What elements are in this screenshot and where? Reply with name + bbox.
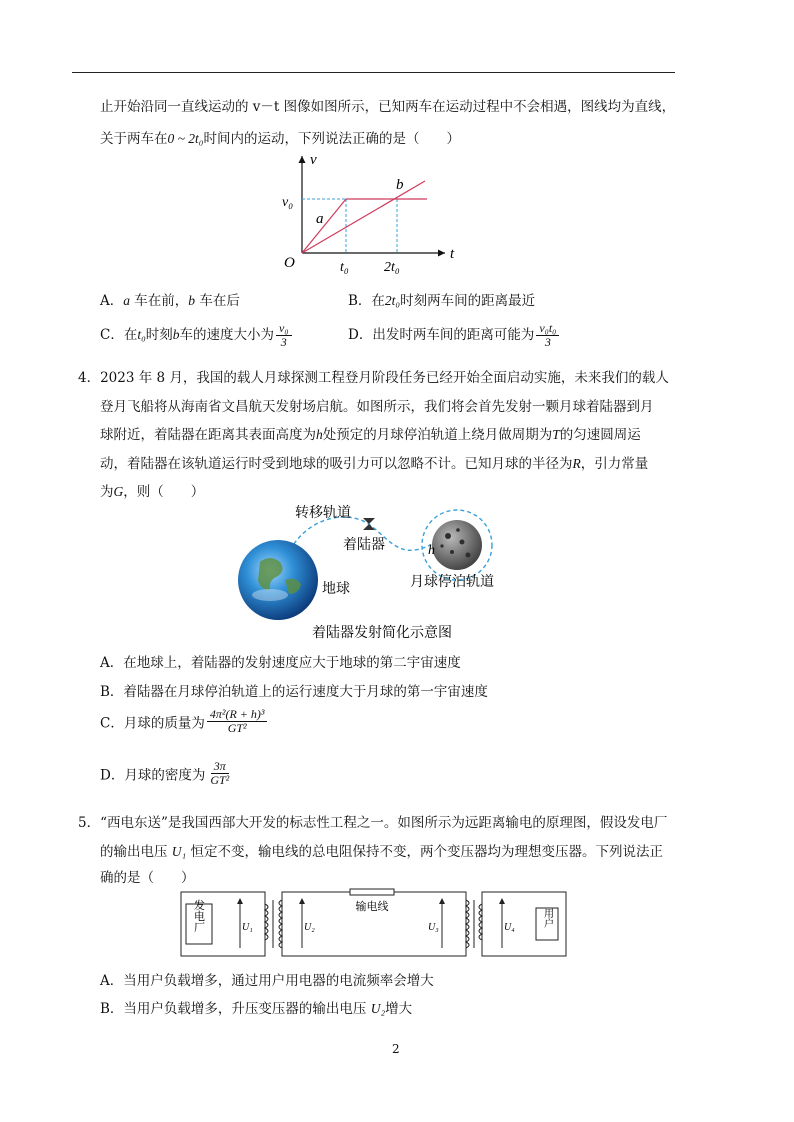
- transmission-circuit: [180, 886, 570, 962]
- q3-option-c: [100, 322, 294, 349]
- moon-h-label: h: [428, 543, 435, 558]
- q4-option-d-fraction: [207, 760, 232, 787]
- q4-line5-pre: 为: [100, 484, 114, 500]
- U4-arrowhead: [499, 898, 505, 904]
- q3-range: 0 ~ 2t₀: [167, 131, 204, 146]
- q3-option-d-fraction: [536, 322, 559, 349]
- moon-crater: [466, 553, 471, 558]
- q3-option-c-post: 车的速度大小为: [179, 327, 275, 344]
- q5-option-a: A．当用户负载增多，通过用户用电器的电流频率会增大: [100, 973, 434, 989]
- origin-label: O: [284, 255, 295, 271]
- header-rule: [72, 72, 675, 73]
- q4-var-R: R: [572, 456, 581, 471]
- q3-option-c-den: 3: [280, 335, 287, 350]
- q4-line4: [100, 452, 648, 472]
- q3-option-a-var-a: a: [123, 293, 130, 308]
- q3-option-b-post: 时刻两车间的距离最近: [400, 293, 536, 309]
- q4-line5: [100, 480, 204, 500]
- lander-figure: [230, 500, 540, 650]
- q4-line4-pre: 动，着陆器在该轨道运行时受到地球的吸引力可以忽略不计。已知月球的半径为: [100, 456, 573, 472]
- q4-var-h: h: [316, 427, 323, 442]
- q5-line3: 确的是（ ）: [100, 870, 195, 886]
- q3-option-c-b: b: [172, 327, 180, 343]
- line-b-label: b: [396, 177, 404, 193]
- U1-label: U₁: [242, 922, 253, 933]
- line-a-label: a: [316, 211, 324, 227]
- q5-option-b: [100, 997, 412, 1017]
- page-number: 2: [392, 1042, 400, 1056]
- q4-line4-post: ，引力常量: [580, 456, 649, 472]
- t-axis-label: t: [450, 246, 455, 262]
- q3-option-a-letter: A．: [100, 293, 124, 309]
- v0-label: v₀: [282, 195, 294, 210]
- q3-option-c-fraction: [276, 322, 292, 349]
- t2-label: 2t₀: [384, 260, 400, 275]
- q4-option-c-pre: C．月球的质量为: [100, 715, 205, 732]
- U3-label: U₃: [428, 922, 439, 933]
- q3-line2-pre: 关于两车在: [100, 131, 168, 147]
- earth-icon: [238, 540, 318, 620]
- q3-option-c-t: t₀: [137, 327, 146, 343]
- q4-var-T: T: [552, 427, 560, 442]
- q4-line3: [100, 423, 641, 443]
- t0-label: t₀: [340, 260, 349, 275]
- q4-option-d-den: GT²: [210, 773, 230, 788]
- U3-arrowhead: [439, 898, 445, 904]
- q3-option-a: [100, 289, 240, 309]
- q3-option-c-num: v₀: [276, 322, 292, 336]
- figure-caption: 着陆器发射简化示意图: [312, 625, 452, 641]
- q5-line2-post: 恒定不变，输电线的总电阻保持不变，两个变压器均为理想变压器。下列说法正: [186, 844, 664, 860]
- moon-crater: [450, 550, 454, 554]
- U2-label: U₂: [304, 922, 315, 933]
- q3-option-b: [348, 289, 535, 309]
- moon-orbit-label: 月球停泊轨道: [410, 574, 494, 590]
- q3-option-d: [348, 322, 561, 349]
- U2-arrowhead: [299, 898, 305, 904]
- q3-option-c-pre: C．在: [100, 327, 138, 344]
- U4-label: U₄: [504, 922, 515, 933]
- transfer-orbit-label: 转移轨道: [295, 505, 351, 521]
- q3-option-d-pre: D．出发时两车间的距离可能为: [348, 327, 535, 344]
- q4-var-G: G: [113, 484, 124, 499]
- q4-option-a: A．在地球上，着陆器的发射速度应大于地球的第二宇宙速度: [100, 655, 461, 671]
- user-label: 用户: [541, 908, 553, 928]
- q4-line3-pre: 球附近，着陆器在距离其表面高度为: [100, 427, 316, 443]
- moon-crater: [460, 540, 465, 545]
- q4-line1: 4．2023 年 8 月，我国的载人月球探测工程登月阶段任务已经开始全面启动实施，未来我们的载人: [78, 370, 669, 386]
- q3-option-a-text2: 车在后: [195, 293, 240, 309]
- moon-crater: [456, 528, 460, 532]
- q3-line1: 止开始沿同一直线运动的 v－t 图像如图所示，已知两车在运动过程中不会相遇，图线均为直线，: [100, 99, 676, 115]
- q3-option-d-den: 3: [544, 335, 551, 350]
- q5-option-b-pre: B．当用户负载增多，升压变压器的输出电压: [100, 1001, 371, 1017]
- q4-line3-post: 的匀速圆周运: [559, 427, 641, 443]
- q4-option-c: [100, 708, 269, 735]
- earth-cloud: [252, 589, 288, 601]
- q4-option-d: [100, 760, 234, 787]
- moon-crater: [445, 533, 451, 539]
- q5-option-b-U2: U₂: [370, 1001, 386, 1016]
- q3-option-b-pre: B．在: [348, 293, 385, 309]
- q3-line2-post: 时间内的运动，下列说法正确的是（ ）: [203, 131, 460, 147]
- q4-line5-post: ，则（ ）: [123, 484, 205, 500]
- step-up-coil-primary: [265, 904, 268, 940]
- q3-option-a-text1: 车在前，: [130, 293, 189, 309]
- earth-label: 地球: [322, 581, 350, 597]
- q5-option-b-post: 增大: [385, 1001, 413, 1017]
- lander-label: 着陆器: [343, 537, 385, 553]
- line-label: 输电线: [355, 900, 389, 913]
- U1-arrowhead: [237, 898, 243, 904]
- q4-line2: 登月飞船将从海南省文昌航天发射场启航。如图所示，我们将会首先发射一颗月球着陆器到月: [100, 399, 654, 415]
- q4-line3-mid: 处预定的月球停泊轨道上绕月做周期为: [322, 427, 553, 443]
- q3-stem-line2: [100, 127, 460, 147]
- v-axis-label: v: [310, 152, 317, 168]
- q4-option-d-num: 3π: [211, 760, 229, 774]
- q3-option-a-var-b: b: [188, 293, 196, 308]
- vt-graph: [270, 150, 470, 275]
- q3-option-d-num: v₀t₀: [536, 322, 559, 336]
- q5-line2: [100, 840, 663, 860]
- q3-option-b-math: 2t₀: [384, 293, 401, 308]
- q3-stem-line1: [100, 95, 675, 115]
- q5-line1: 5．“西电东送”是我国西部大开发的标志性工程之一。如图所示为远距离输电的原理图，假设发电厂: [78, 815, 668, 831]
- plant-label: 发电厂: [192, 899, 206, 933]
- q5-var-U1: U₁: [171, 844, 187, 859]
- line-a: [302, 199, 346, 253]
- q4-option-b: B．着陆器在月球停泊轨道上的运行速度大于月球的第一宇宙速度: [100, 684, 488, 700]
- q3-option-c-mid: 时刻: [145, 327, 173, 344]
- q4-option-c-den: GT²: [227, 721, 247, 736]
- q4-option-c-num: 4π²(R + h)³: [207, 708, 268, 722]
- q5-line2-pre: 的输出电压: [100, 844, 172, 860]
- q4-option-d-pre: D．月球的密度为: [100, 767, 206, 784]
- moon-crater: [440, 544, 443, 547]
- q4-option-c-fraction: [207, 708, 268, 735]
- line-resistor-top: [350, 889, 394, 895]
- moon-icon: [432, 520, 482, 570]
